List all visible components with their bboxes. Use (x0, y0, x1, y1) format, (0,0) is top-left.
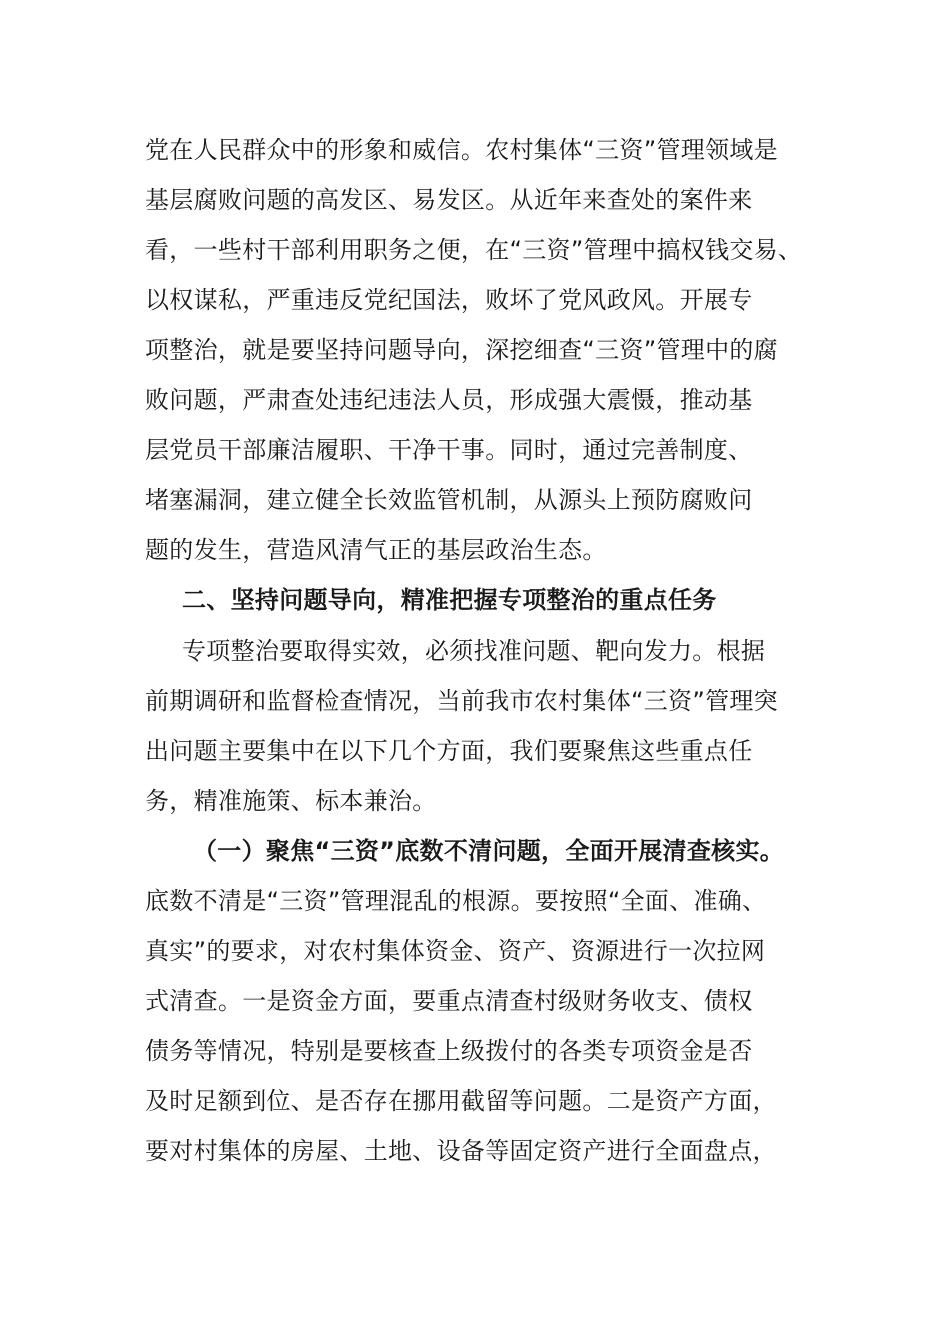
paragraph-line: 党在人民群众中的形象和威信。农村集体“三资”管理领域是 (145, 136, 778, 164)
paragraph-line: 及时足额到位、是否存在挪用截留等问题。二是资产方面， (145, 1087, 777, 1115)
paragraph-line: 看，一些村干部利用职务之便，在“三资”管理中搞权钱交易、 (145, 236, 803, 264)
paragraph-line: 真实”的要求，对农村集体资金、资产、资源进行一次拉网 (145, 937, 766, 965)
paragraph-line: 债务等情况，特别是要核查上级拨付的各类专项资金是否 (145, 1037, 753, 1065)
paragraph-line: 专项整治要取得实效，必须找准问题、靶向发力。根据 (182, 637, 766, 665)
paragraph-line: 要对村集体的房屋、土地、设备等固定资产进行全面盘点， (145, 1137, 777, 1165)
subsection-heading: （一）聚焦“三资”底数不清问题，全面开展清查核实。 (193, 837, 785, 865)
paragraph-line: 败问题，严肃查处违纪违法人员，形成强大震慑，推动基 (145, 386, 753, 414)
paragraph-line: 项整治，就是要坚持问题导向，深挖细查“三资”管理中的腐 (145, 336, 778, 364)
section-heading: 二、坚持问题导向，精准把握专项整治的重点任务 (182, 586, 717, 614)
paragraph-line: 前期调研和监督检查情况，当前我市农村集体“三资”管理突 (145, 687, 778, 715)
paragraph-line: 堵塞漏洞，建立健全长效监管机制，从源头上预防腐败问 (145, 486, 753, 514)
paragraph-line: 底数不清是“三资”管理混乱的根源。要按照“全面、准确、 (145, 887, 767, 915)
paragraph-line: 层党员干部廉洁履职、干净干事。同时，通过完善制度、 (145, 436, 753, 464)
paragraph-line: 基层腐败问题的高发区、易发区。从近年来查处的案件来 (145, 186, 753, 214)
paragraph-line: 式清查。一是资金方面，要重点清查村级财务收支、债权 (145, 987, 753, 1015)
paragraph-line: 出问题主要集中在以下几个方面，我们要聚焦这些重点任 (145, 737, 753, 765)
paragraph-line: 务，精准施策、标本兼治。 (145, 787, 437, 815)
paragraph-line: 以权谋私，严重违反党纪国法，败坏了党风政风。开展专 (145, 286, 753, 314)
paragraph-line: 题的发生，营造风清气正的基层政治生态。 (145, 536, 607, 564)
